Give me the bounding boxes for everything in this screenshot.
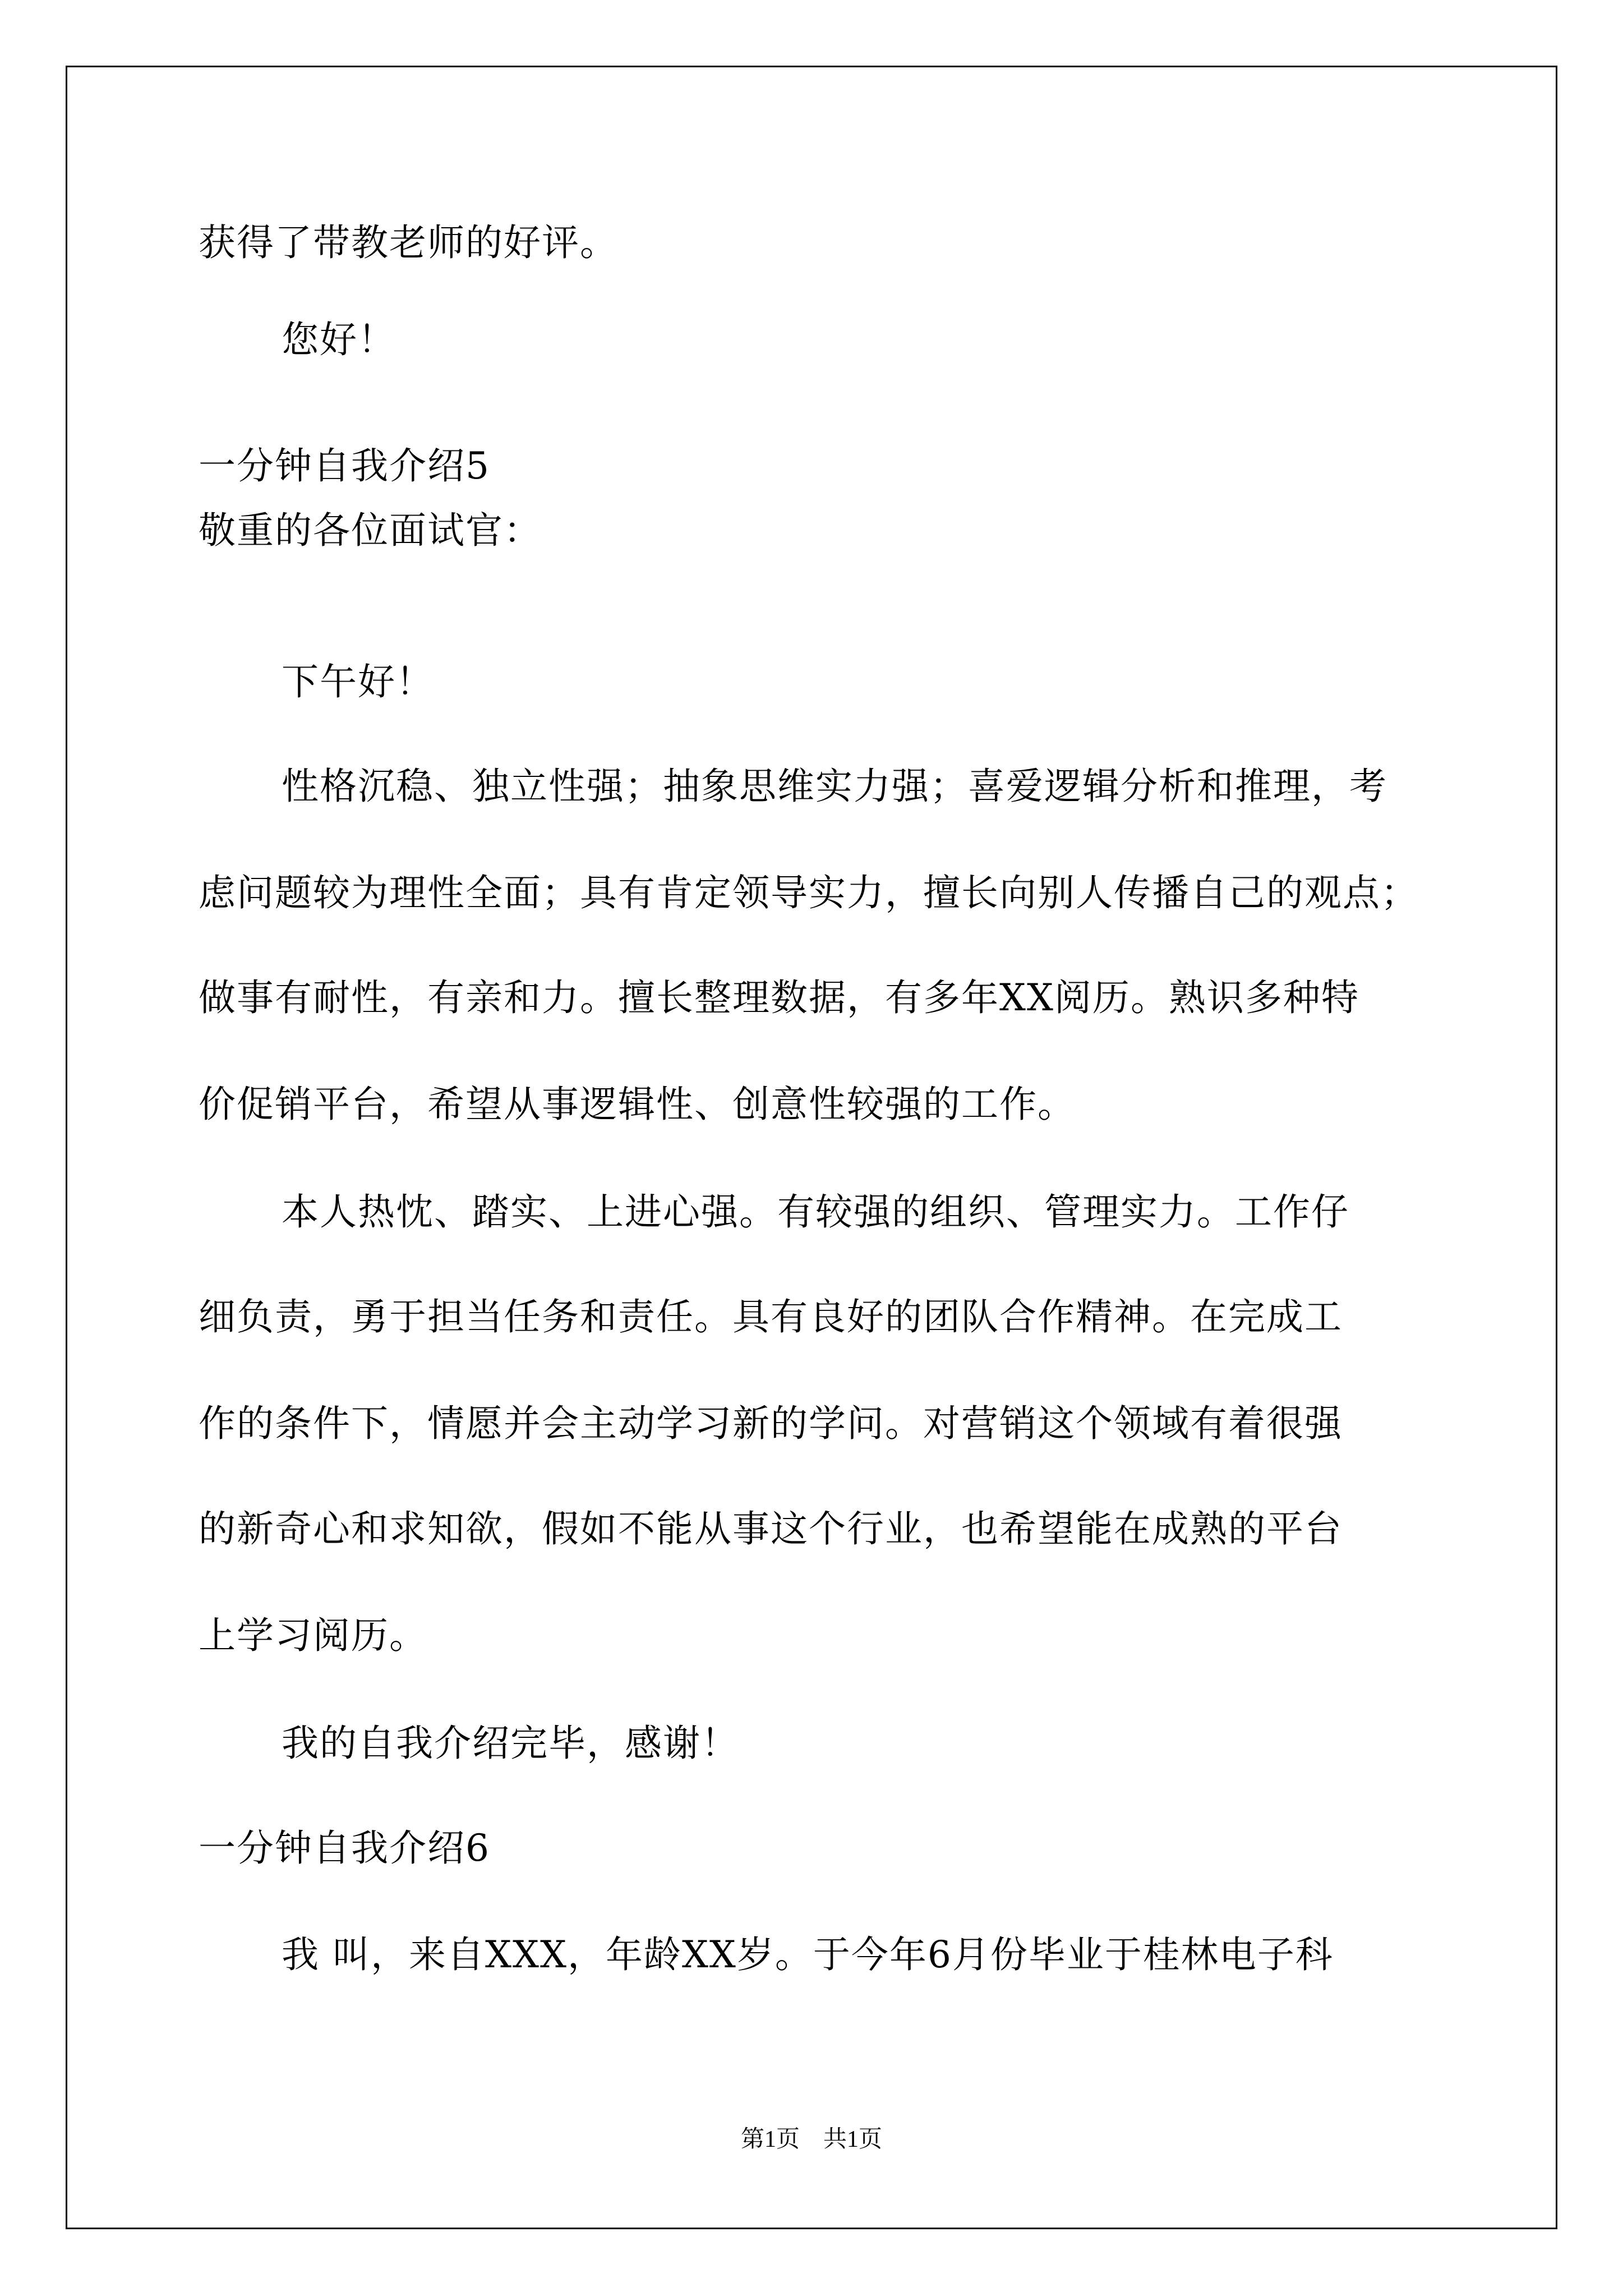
- paragraph-line: 价促销平台，希望从事逻辑性、创意性较强的工作。: [199, 1083, 1076, 1126]
- text-line: 获得了带教老师的好评。: [199, 221, 618, 264]
- paragraph-line: 我 叫，来自XXX，年龄XX岁。于今年6月份毕业于桂林电子科: [282, 1933, 1334, 1976]
- greeting-line: 您好！: [282, 318, 396, 361]
- paragraph-line: 的新奇心和求知欲，假如不能从事这个行业，也希望能在成熟的平台: [199, 1507, 1343, 1550]
- paragraph-line: 做事有耐性，有亲和力。擅长整理数据，有多年XX阅历。熟识多种特: [199, 976, 1359, 1019]
- paragraph-line: 上学习阅历。: [199, 1614, 427, 1657]
- salutation-line: 敬重的各位面试官：: [199, 509, 542, 552]
- paragraph-line: 性格沉稳、独立性强；抽象思维实力强；喜爱逻辑分析和推理，考: [282, 765, 1387, 808]
- paragraph-line: 虑问题较为理性全面；具有肯定领导实力，擅长向别人传播自己的观点；: [199, 871, 1419, 914]
- paragraph-line: 本人热忱、踏实、上进心强。有较强的组织、管理实力。工作仔: [282, 1190, 1349, 1234]
- page-footer: 第1页 共1页: [740, 2127, 882, 2152]
- closing-line: 我的自我介绍完毕，感谢！: [282, 1722, 739, 1765]
- section-heading: 一分钟自我介绍5: [199, 444, 490, 487]
- paragraph-line: 细负责，勇于担当任务和责任。具有良好的团队合作精神。在完成工: [199, 1295, 1343, 1338]
- page-border: [66, 66, 1557, 2229]
- section-heading: 一分钟自我介绍6: [199, 1826, 490, 1870]
- paragraph-line: 作的条件下，情愿并会主动学习新的学问。对营销这个领域有着很强: [199, 1402, 1343, 1445]
- greeting-line: 下午好！: [282, 660, 434, 703]
